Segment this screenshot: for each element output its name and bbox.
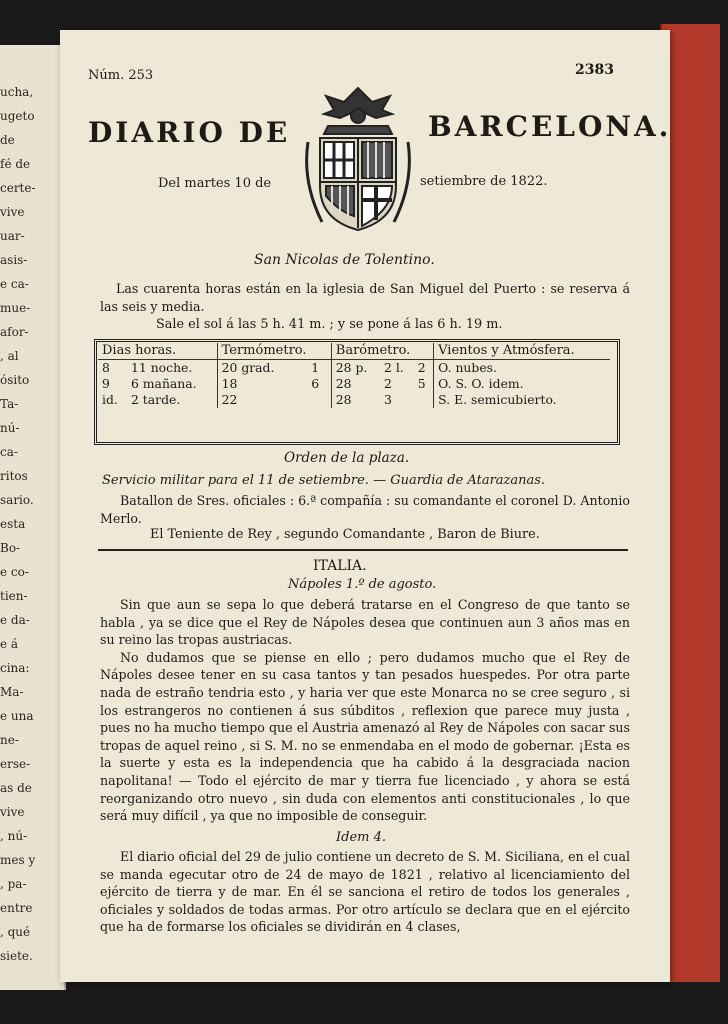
facing-page-line: cina:	[0, 661, 30, 675]
facing-page-line: sario.	[0, 493, 34, 507]
section-rule	[98, 549, 628, 551]
weather-cell-thermo2	[307, 392, 331, 408]
facing-page-line: ósito	[0, 373, 30, 387]
facing-page-line: e á	[0, 637, 19, 651]
masthead-left: DIARIO DE	[88, 116, 291, 149]
facing-page-line: e da-	[0, 613, 30, 627]
facing-page-line: ne-	[0, 733, 19, 747]
facing-page-line: vive	[0, 805, 25, 819]
article-body-2	[100, 848, 630, 936]
facing-page-line: e ca-	[0, 277, 29, 291]
facing-page-line: vive	[0, 205, 25, 219]
weather-cell-thermo2: 6	[307, 376, 331, 392]
facing-page-line: siete.	[0, 949, 33, 963]
facing-page-line: Bo-	[0, 541, 21, 555]
facing-page-line: as de	[0, 781, 32, 795]
weather-table	[98, 343, 610, 408]
weather-cell-baro: 28	[335, 376, 352, 391]
issue-number: Núm. 253	[88, 68, 154, 83]
weather-cell-baro: 28 p.	[335, 360, 368, 375]
weather-cell-wind: O. nubes.	[438, 360, 497, 375]
col-barometer: Barómetro.	[331, 343, 433, 360]
facing-page-line: ritos	[0, 469, 28, 483]
facing-page-line: ugeto	[0, 109, 35, 123]
facing-page-line: , nú-	[0, 829, 28, 843]
facing-page-line: , qué	[0, 925, 31, 939]
weather-cell-thermo: 20 grad.	[221, 360, 275, 375]
orden-title: Orden de la plaza.	[284, 450, 410, 466]
weather-cell-day: 9	[102, 376, 110, 391]
facing-page-line: nú-	[0, 421, 20, 435]
facing-page-line: mue-	[0, 301, 31, 315]
facing-page-line: ucha,	[0, 85, 34, 99]
facing-page-line: certe-	[0, 181, 36, 195]
paragraph-1: Sin que aun se sepa lo que deberá tratarse en el Congreso de que tanto se habla , ya se dice que el Rey de Nápoles desea que continuen aun 3 años mas en su reino las tropas austriacas.	[100, 597, 630, 648]
facing-page-line: tien-	[0, 589, 28, 603]
weather-cell-hour: 11 noche.	[127, 360, 217, 377]
weather-cell-day: 8	[102, 360, 110, 375]
facing-page-line: esta	[0, 517, 26, 531]
facing-page	[0, 45, 66, 990]
weather-cell-baro3	[414, 392, 434, 408]
weather-cell-baro2: 2	[384, 376, 392, 391]
paragraph-2: No dudamos que se piense en ello ; pero dudamos mucho que el Rey de Nápoles desee tener en su casa tantos y tan pesados huespedes. Por otra parte nada de estraño tendria esto , y haria ver que este Monarca no se cree seguro , si los estrangeros no contienen á sus súbditos , reflexion que parece muy justa , pues no ha mucho tiempo que el Austria amenazó al Rey de Nápoles con sacar sus tropas de aquel reino , si S. M. no se enmendaba en el modo de gobernar. ¡Esta es la suerte y esta es la independencia que ha cabido á la desgraciada nacion napolitana! — Todo el ejército de mar y tierra fue licenciado , y ahora se está reorganizando otro nuevo , sin duda con elementos anti constitucionales , lo que será muy difícil , ya que no imposible de conseguir.	[100, 649, 630, 824]
weather-cell-hour: 2 tarde.	[127, 392, 217, 408]
facing-page-line: Ma-	[0, 685, 24, 699]
facing-page-line: , al	[0, 349, 19, 363]
weather-cell-thermo2: 1	[307, 360, 331, 377]
paragraph-3: El diario oficial del 29 de julio contiene un decreto de S. M. Siciliana, en el cual se manda egecutar otro de 24 de mayo de 1821 , relativo al licenciamiento del ejército de tierra y de mar. En él se sanciona el retiro de todos los generales , oficiales y soldados de todas armas. Por otro artículo se declara que en el ejército que ha de formarse los oficiales se dividirán en 4 clases,	[100, 849, 630, 935]
weather-cell-thermo: 22	[221, 392, 238, 407]
col-thermometer: Termómetro.	[217, 343, 331, 360]
section-italia: ITALIA.	[313, 558, 367, 574]
weather-cell-baro2: 2 l.	[384, 360, 404, 375]
servicio-militar: Servicio militar para el 11 de setiembre. — Guardia de Atarazanas.	[102, 473, 546, 488]
weather-cell-baro: 28	[335, 392, 352, 407]
sunrise-sunset: Sale el sol á las 5 h. 41 m. ; y se pone á las 6 h. 19 m.	[156, 317, 503, 332]
weather-row	[98, 360, 610, 377]
article-body-1	[100, 596, 630, 825]
facing-page-line: e co-	[0, 565, 29, 579]
facing-page-line: asis-	[0, 253, 28, 267]
facing-page-line: uar-	[0, 229, 25, 243]
facing-page-line: erse-	[0, 757, 31, 771]
facing-page-line: , pa-	[0, 877, 27, 891]
weather-cell-baro3: 2	[414, 360, 434, 377]
facing-page-line: Ta-	[0, 397, 19, 411]
weather-row	[98, 392, 610, 408]
col-winds: Vientos y Atmósfera.	[434, 343, 610, 360]
newspaper-page	[60, 30, 670, 982]
weather-cell-baro3: 5	[414, 376, 434, 392]
masthead-right: BARCELONA.	[428, 110, 672, 143]
coat-of-arms-icon	[298, 82, 418, 242]
facing-page-line: afor-	[0, 325, 29, 339]
saint-of-day: San Nicolas de Tolentino.	[254, 252, 435, 268]
facing-page-line: entre	[0, 901, 33, 915]
weather-cell-thermo: 18	[221, 376, 238, 391]
facing-page-line: ca-	[0, 445, 18, 459]
weather-cell-wind: S. E. semicubierto.	[438, 392, 557, 407]
col-days-hours: Dias horas.	[98, 343, 217, 360]
forty-hours-notice: Las cuarenta horas están en la iglesia de San Miguel del Puerto : se reserva á las seis y media.	[100, 281, 630, 314]
weather-cell-wind: O. S. O. idem.	[438, 376, 524, 391]
napoles-dateline: Nápoles 1.º de agosto.	[288, 577, 437, 592]
weather-row	[98, 376, 610, 392]
idem-dateline: Idem 4.	[336, 830, 387, 845]
date-right: setiembre de 1822.	[420, 174, 548, 189]
facing-page-line: de	[0, 133, 15, 147]
batallon-notice: Batallon de Sres. oficiales : 6.ª compañía : su comandante el coronel D. Antonio Merlo.	[100, 493, 630, 526]
weather-cell-baro2: 3	[384, 392, 392, 407]
weather-cell-hour: 6 mañana.	[127, 376, 217, 392]
page-number: 2383	[575, 62, 614, 78]
date-left: Del martes 10 de	[158, 176, 272, 191]
teniente-notice: El Teniente de Rey , segundo Comandante , Baron de Biure.	[150, 527, 540, 542]
weather-cell-day: id.	[102, 392, 118, 407]
facing-page-line: mes y	[0, 853, 36, 867]
facing-page-line: e una	[0, 709, 34, 723]
facing-page-line: fé de	[0, 157, 31, 171]
